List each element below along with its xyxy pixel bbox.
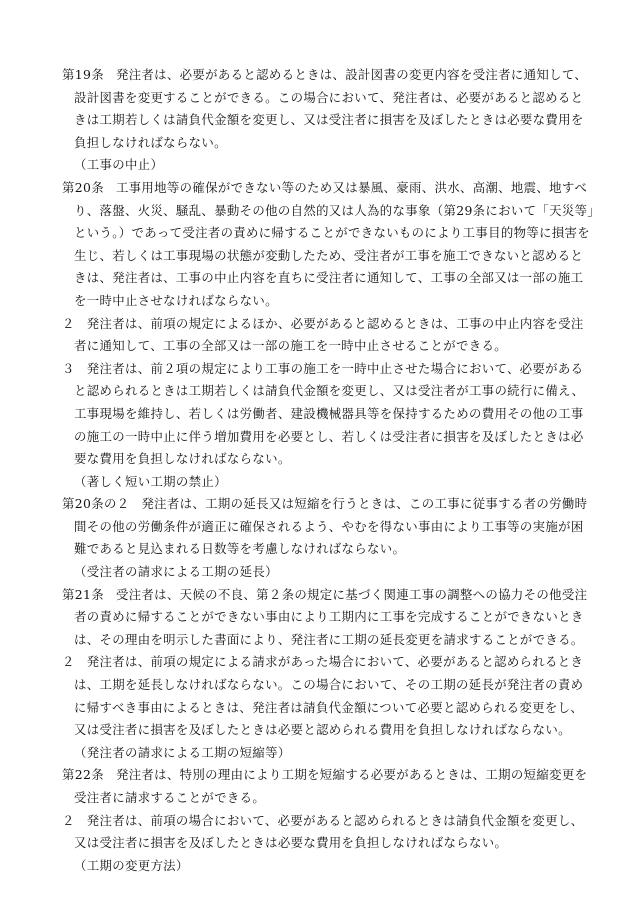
article-text: 工事用地等の確保ができない等のため又は暴風、豪雨、洪水、高潮、地震、地すべり、落盤、火災、騒乱、暴動その他の自然的又は人為的な事象（第29条において「天災等」という。）であって受注者の責めに帰することができないものにより工事目的物等に損害を生じ、若しくは工事現場の状態が変動したため、受注者が工事を施工できないと認めるときは、発注者は、工事の中止内容を直ちに受注者に通知して、工事の全部又は一部の施工を一時中止させなければならない。: [74, 179, 594, 308]
article-number: 第20条の２: [62, 496, 130, 512]
article-20: [62, 177, 594, 313]
article-number: 第21条: [62, 586, 104, 602]
article-text: 発注者は、必要があると認めるときは、設計図書の変更内容を受注者に通知して、設計図書を変更することができる。この場合において、発注者は、必要があると認めるときは工期若しくは請負代金額を変更し、又は受注者に損害を及ぼしたときは必要な費用を負担しなければならない。: [74, 67, 588, 150]
heading-shortening-by-client: （発注者の請求による工期の短縮等）: [74, 744, 291, 760]
article-22: [62, 764, 594, 809]
paragraph-text: 発注者は、前項の場合において、必要があると認められるときは請負代金額を変更し、又は受注者に損害を及ぼしたときは必要な費用を負担しなければならない。: [74, 812, 584, 851]
heading-period-change-method: （工期の変更方法）: [74, 857, 189, 873]
paragraph-text: 発注者は、前２項の規定により工事の施工を一時中止させた場合において、必要があると認められるときは工期若しくは請負代金額を変更し、又は受注者が工事の続行に備え、工事現場を維持し、若しくは労働者、建設機械器具等を保持するための費用その他の工事の施工の一時中止に伴う増加費用を必要とし、若しくは受注者に損害を及ぼしたときは必要な費用を負担しなければならない。: [74, 360, 585, 467]
article-number: 第20条: [62, 179, 104, 195]
article-21-para-2: [62, 651, 594, 741]
heading-short-period-ban: （著しく短い工期の禁止）: [74, 473, 227, 489]
paragraph-number: ２: [62, 654, 75, 670]
article-20-para-2: [62, 313, 594, 358]
paragraph-number: ２: [62, 315, 75, 331]
document-page: [62, 64, 594, 877]
article-text: 発注者は、工期の延長又は短縮を行うときは、この工事に従事する者の労働時間その他の労働条件が適正に確保されるよう、やむを得ない事由により工事等の実施が困難であると見込まれる日数等を考慮しなければならない。: [74, 496, 588, 557]
paragraph-number: ２: [62, 812, 75, 828]
article-number: 第19条: [62, 67, 104, 82]
article-number: 第22条: [62, 767, 104, 783]
article-text: 受注者は、天候の不良、第２条の規定に基づく関連工事の調整への協力その他受注者の責めに帰することができない事由により工期内に工事を完成することができないときは、その理由を明示した書面により、発注者に工期の延長変更を請求することができる。: [74, 586, 588, 647]
heading-work-suspension: （工事の中止）: [74, 157, 164, 173]
article-22-para-2: [62, 810, 594, 855]
article-20-2: [62, 493, 594, 561]
heading-extension-by-contractor: （受注者の請求による工期の延長）: [74, 564, 278, 580]
article-20-para-3: [62, 358, 594, 471]
article-19: [62, 64, 594, 154]
paragraph-number: ３: [62, 360, 75, 376]
article-text: 発注者は、特別の理由により工期を短縮する必要があるときは、工期の短縮変更を受注者に請求することができる。: [74, 767, 588, 805]
paragraph-text: 発注者は、前項の規定による請求があった場合において、必要があると認められるときは、工期を延長しなければならない。この場合において、その工期の延長が発注者の責めに帰すべき事由によるときは、発注者は請負代金額について必要と認められる変更をし、又は受注者に損害を及ぼしたときは必要と認められる費用を負担しなければならない。: [74, 654, 584, 738]
paragraph-text: 発注者は、前項の規定によるほか、必要があると認めるときは、工事の中止内容を受注者に通知して、工事の全部又は一部の施工を一時中止させることができる。: [74, 315, 584, 354]
article-21: [62, 584, 594, 652]
